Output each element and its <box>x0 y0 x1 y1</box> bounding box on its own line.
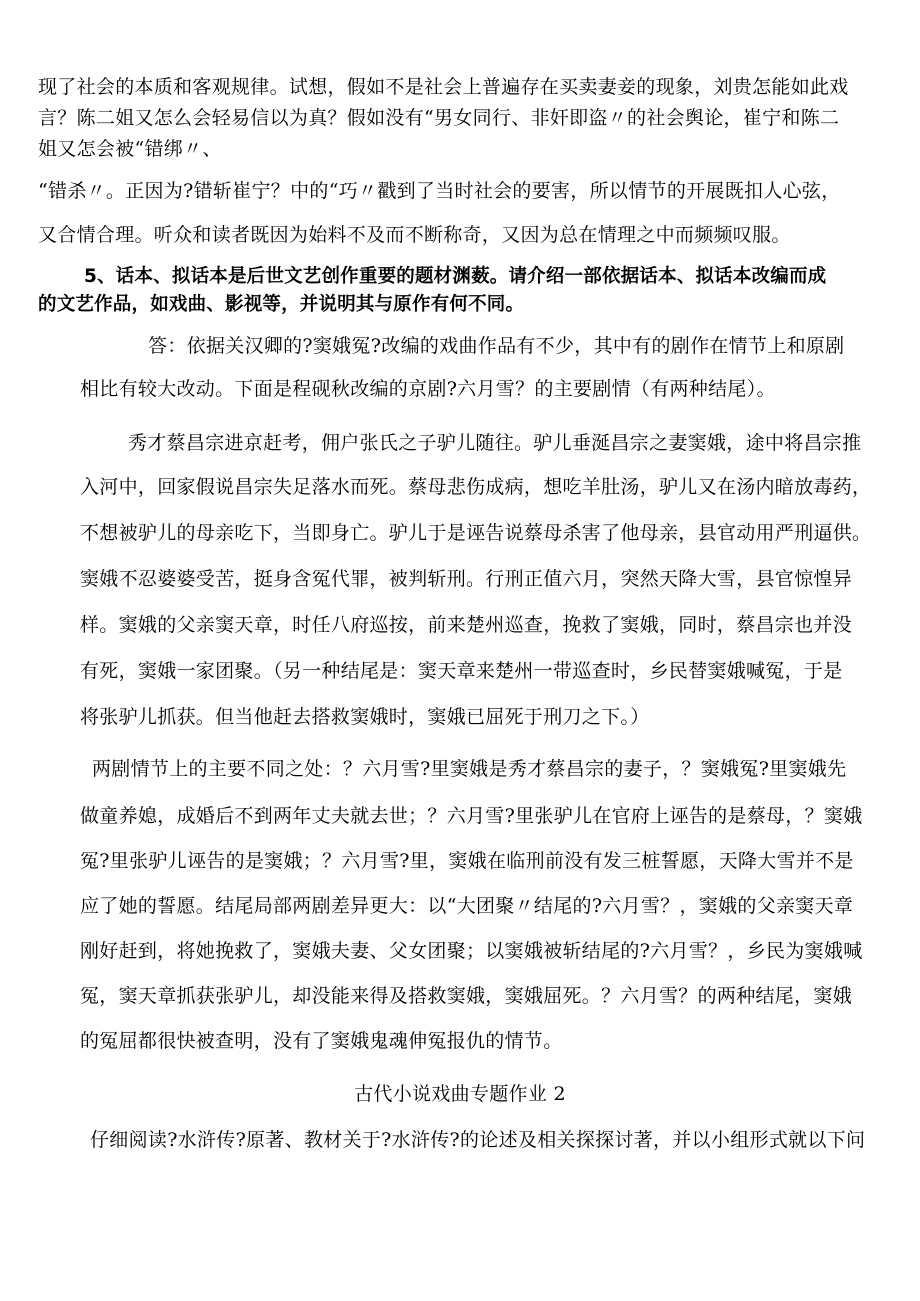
section-title: 古代小说戏曲专题作业 2 <box>354 1083 566 1105</box>
diff-line-1: 两剧情节上的主要不同之处：？六月雪?里窦娥是秀才蔡昌宗的妻子，？窦娥冤?里窦娥先 <box>92 758 847 780</box>
intro-line-3: 姐又怎会被“错绑〃、 <box>38 138 222 160</box>
diff-line-7: 的冤屈都很快被查明，没有了窦娥鬼魂伸冤报仇的情节。 <box>80 1030 563 1052</box>
section-intro: 仔细阅读?水浒传?原著、教材关于?水浒传?的论述及相关探探讨著，并以小组形式就以下问 <box>90 1129 866 1151</box>
intro-line-2: 言？陈二姐又怎么会轻易信以为真？假如没有“男女同行、非奸即盗〃的社会舆论，崔宁和陈二 <box>38 107 840 129</box>
plot-line-5: 样。窦娥的父亲窦天章，时任八府巡按，前来楚州巡查，挽救了窦娥，同时，蔡昌宗也并没 <box>80 614 853 636</box>
intro-line-4: “错杀〃。正因为?错斩崔宁？中的“巧〃戳到了当时社会的要害，所以情节的开展既扣人心弦， <box>38 180 841 202</box>
diff-line-5: 刚好赶到，将她挽救了，窦娥夫妻、父女团聚；以窦娥被斩结尾的?六月雪？，乡民为窦娥喊 <box>80 940 863 962</box>
plot-line-1: 秀才蔡昌宗进京赶考，佣户张氏之子驴儿随往。驴儿垂涎昌宗之妻窦娥，途中将昌宗推 <box>128 432 862 454</box>
diff-line-3: 冤?里张驴儿诬告的是窦娥；？六月雪?里，窦娥在临刑前没有发三桩誓愿，天降大雪并不是 <box>80 850 854 872</box>
question5-line-1: 5、话本、拟话本是后世文艺创作重要的题材渊薮。请介绍一部依据话本、拟话本改编而成 <box>84 266 827 287</box>
plot-line-4: 窦娥不忍婆婆受苦，挺身含冤代罪，被判斩刑。行刑正值六月，突然天降大雪，县官惊惶异 <box>80 568 853 590</box>
plot-line-3: 不想被驴儿的母亲吃下，当即身亡。驴儿于是诬告说蔡母杀害了他母亲，县官动用严刑逼供。 <box>80 522 872 544</box>
plot-line-7: 将张驴儿抓获。但当他赶去搭救窦娥时，窦娥已屈死于刑刀之下。） <box>80 706 650 728</box>
answer-line-2: 相比有较大改动。下面是程砚秋改编的京剧?六月雪？的主要剧情（有两种结尾）。 <box>80 378 776 400</box>
question5-line-2: 的文艺作品，如戏曲、影视等，并说明其与原作有何不同。 <box>38 294 525 315</box>
intro-line-1: 现了社会的本质和客观规律。试想，假如不是社会上普遍存在买卖妻妾的现象，刘贵怎能如此戏 <box>38 76 849 98</box>
plot-line-6: 有死，窦娥一家团聚。（另一种结尾是：窦天章来楚州一带巡查时，乡民替窦娥喊冤，于是 <box>80 660 843 682</box>
intro-line-5: 又合情合理。听众和读者既因为始料不及而不断称奇，又因为总在情理之中而频频叹服。 <box>38 224 791 246</box>
diff-line-2: 做童养媳，成婚后不到两年丈夫就去世；？六月雪?里张驴儿在官府上诬告的是蔡母，？窦娥 <box>80 805 863 827</box>
answer-line-1: 答：依据关汉卿的?窦娥冤?改编的戏曲作品有不少，其中有的剧作在情节上和原剧 <box>148 335 845 357</box>
plot-line-2: 入河中，回家假说昌宗失足落水而死。蔡母悲伤成病，想吃羊肚汤，驴儿又在汤内暗放毒药， <box>80 476 872 498</box>
diff-line-6: 冤，窦天章抓获张驴儿，却没能来得及搭救窦娥，窦娥屈死。？六月雪？的两种结尾，窦娥 <box>80 985 853 1007</box>
diff-line-4: 应了她的誓愿。结尾局部两剧差异更大：以“大团聚〃结尾的?六月雪？，窦娥的父亲窦天章 <box>80 895 854 917</box>
